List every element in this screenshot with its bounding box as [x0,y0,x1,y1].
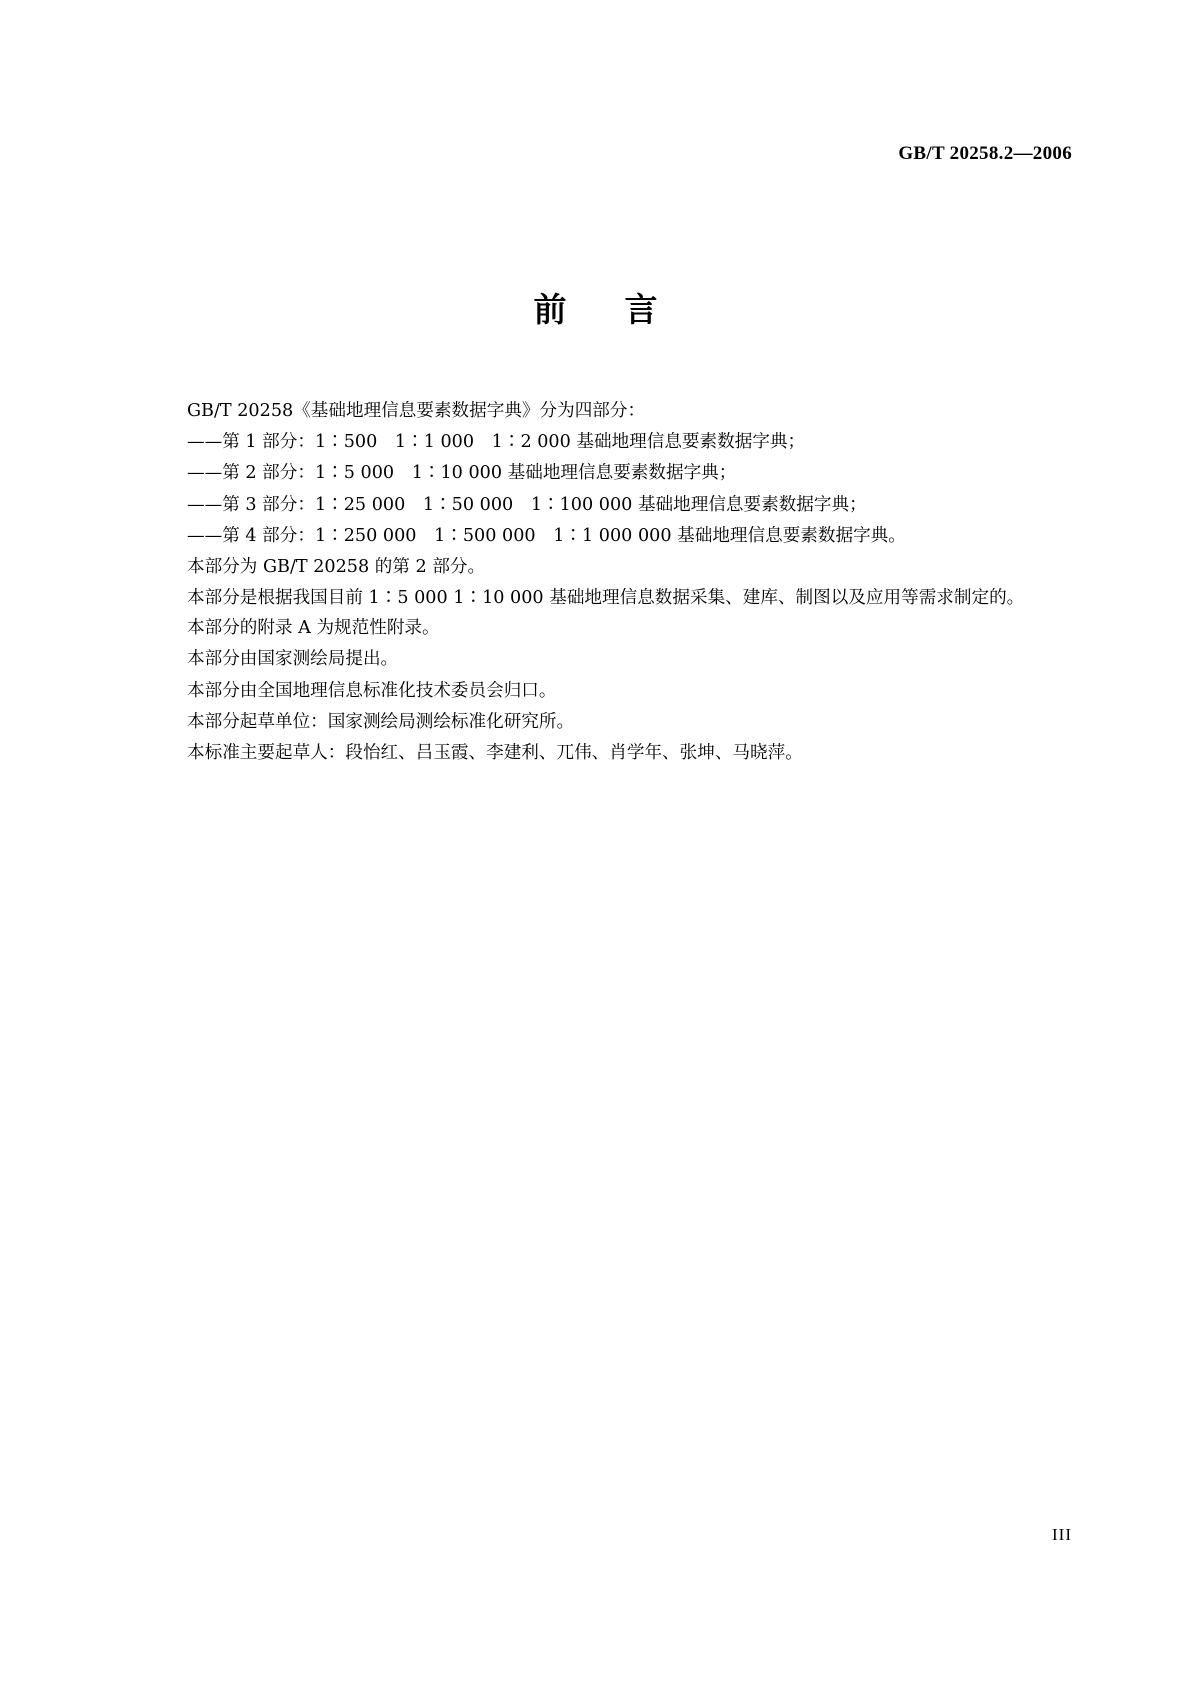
paragraph-drafting-unit: 本部分起草单位：国家测绘局测绘标准化研究所。 [187,711,575,732]
foreword-body [144,396,1074,769]
list-item-part-3: ——第 3 部分：1∶25 000 1∶50 000 1∶100 000 基础地理信息要素数据字典； [187,494,867,515]
paragraph-committee: 本部分由全国地理信息标准化技术委员会归口。 [187,680,557,701]
page-number: III [1052,1525,1072,1544]
page-title: 前言 [533,290,716,329]
standard-code: GB/T 20258.2—2006 [898,143,1072,164]
paragraph-series-intro: GB/T 20258《基础地理信息要素数据字典》分为四部分： [187,401,646,421]
paragraph-proposer: 本部分由国家测绘局提出。 [187,649,399,670]
paragraph-basis: 本部分是根据我国目前 1∶5 000 1∶10 000 基础地理信息数据采集、建库、制图以及应用等需求制定的。 [187,588,1025,609]
paragraph-this-part: 本部分为 GB/T 20258 的第 2 部分。 [187,557,486,578]
list-item-part-2: ——第 2 部分：1∶5 000 1∶10 000 基础地理信息要素数据字典； [187,463,737,484]
paragraph-drafters: 本标准主要起草人：段怡红、吕玉霞、李建利、兀伟、肖学年、张坤、马晓萍。 [187,743,803,764]
list-item-part-4: ——第 4 部分：1∶250 000 1∶500 000 1∶1 000 000 基础地理信息要素数据字典。 [187,525,906,546]
paragraph-annex: 本部分的附录 A 为规范性附录。 [187,618,440,639]
list-item-part-1: ——第 1 部分：1∶500 1∶1 000 1∶2 000 基础地理信息要素数据字典； [187,432,806,453]
